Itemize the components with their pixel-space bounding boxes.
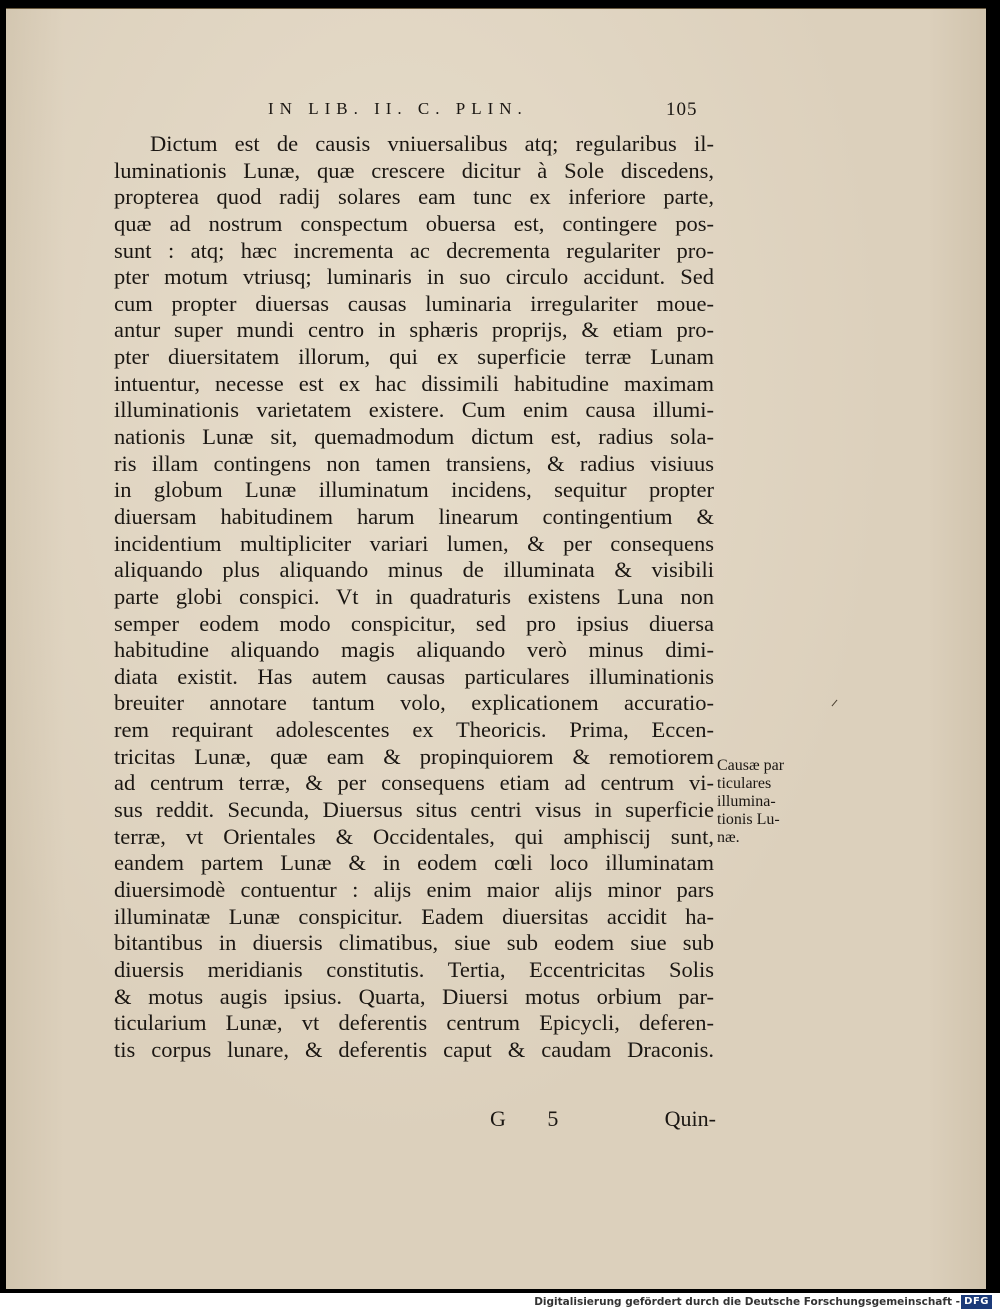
book-page <box>6 8 986 1289</box>
catchword: Quin- <box>664 1106 716 1131</box>
marginal-note-line: Causæ par <box>717 757 785 774</box>
text-line: quæ ad nostrum conspectum obuersa est, contingere pos- <box>114 210 714 236</box>
text-line: sus reddit. Secunda, Diuersus situs centri visus in superficie <box>114 797 714 823</box>
text-line: pter motum vtriusq; luminaris in suo circulo accidunt. Sed <box>114 264 714 290</box>
text-line: luminationis Lunæ, quæ crescere dicitur à Sole discedens, <box>114 157 714 183</box>
marginal-note-line: illumina- <box>717 793 776 810</box>
text-line: diuersimodè contuentur : alijs enim maior alijs minor pars <box>114 876 714 902</box>
text-line: pter diuersitatem illorum, qui ex superficie terræ Lunam <box>114 344 714 370</box>
signature-mark: G 5 <box>490 1106 577 1131</box>
running-head-title: IN LIB. II. C. PLIN. <box>268 99 528 118</box>
text-line: sunt : atq; hæc incrementa ac decrementa regulariter pro- <box>114 237 714 263</box>
text-line: tis corpus lunare, & deferentis caput & caudam Draconis. <box>114 1036 714 1062</box>
text-line: diuersam habitudinem harum linearum contingentium & <box>114 503 714 529</box>
text-line: ris illam contingens non tamen transiens, & radius visiuus <box>114 450 714 476</box>
catchline <box>114 1106 714 1136</box>
text-line: terræ, vt Orientales & Occidentales, qui amphiscij sunt, <box>114 823 714 849</box>
text-line: tricitas Lunæ, quæ eam & propinquiorem & remotiorem <box>114 743 714 769</box>
text-line: in globum Lunæ illuminatum incidens, sequitur propter <box>114 477 714 503</box>
text-line: incidentium multipliciter variari lumen, & per consequens <box>114 530 714 556</box>
funding-credit: Digitalisierung gefördert durch die Deutsche Forschungsgemeinschaft - <box>534 1296 960 1308</box>
text-line: intuentur, necesse est ex hac dissimili habitudine maximam <box>114 370 714 396</box>
text-line: habitudine aliquando magis aliquando verò minus dimi- <box>114 637 714 663</box>
text-line: illuminationis varietatem existere. Cum enim causa illumi- <box>114 397 714 423</box>
text-line: semper eodem modo conspicitur, sed pro ipsius diuersa <box>114 610 714 636</box>
body-text <box>114 131 714 1063</box>
text-line: aliquando plus aliquando minus de illuminata & visibili <box>114 557 714 583</box>
text-line: ticularium Lunæ, vt deferentis centrum Epicycli, deferen- <box>114 1010 714 1036</box>
text-line: breuiter annotare tantum volo, explicationem accuratio- <box>114 690 714 716</box>
text-line: & motus augis ipsius. Quarta, Diuersi motus orbium par- <box>114 983 714 1009</box>
text-line: rem requirant adolescentes ex Theoricis. Prima, Eccen- <box>114 717 714 743</box>
ink-speck <box>832 700 838 707</box>
text-line: eandem partem Lunæ & in eodem cœli loco illuminatam <box>114 850 714 876</box>
text-line: bitantibus in diuersis climatibus, siue sub eodem siue sub <box>114 930 714 956</box>
running-head <box>268 99 728 119</box>
text-line: diata existit. Has autem causas particulares illuminationis <box>114 663 714 689</box>
footer-bar <box>0 1293 1000 1313</box>
marginal-note-line: tionis Lu- <box>717 811 780 828</box>
text-line: illuminatæ Lunæ conspicitur. Eadem diuersitas accidit ha- <box>114 903 714 929</box>
text-line: parte globi conspici. Vt in quadraturis existens Luna non <box>114 583 714 609</box>
text-line: ad centrum terræ, & per consequens etiam ad centrum vi- <box>114 770 714 796</box>
page-number: 105 <box>666 99 698 120</box>
text-line: cum propter diuersas causas luminaria irregulariter moue- <box>114 290 714 316</box>
marginal-note-line: ticulares <box>717 775 772 792</box>
text-line: Dictum est de causis vniuersalibus atq; regularibus il- <box>150 131 714 156</box>
marginal-note <box>717 757 807 847</box>
text-line: propterea quod radij solares eam tunc ex inferiore parte, <box>114 184 714 210</box>
text-line: diuersis meridianis constitutis. Tertia, Eccentricitas Solis <box>114 956 714 982</box>
dfg-logo: DFG <box>961 1295 992 1309</box>
text-line: nationis Lunæ sit, quemadmodum dictum est, radius sola- <box>114 424 714 450</box>
text-line: antur super mundi centro in sphæris proprijs, & etiam pro- <box>114 317 714 343</box>
marginal-note-line: næ. <box>717 829 740 846</box>
